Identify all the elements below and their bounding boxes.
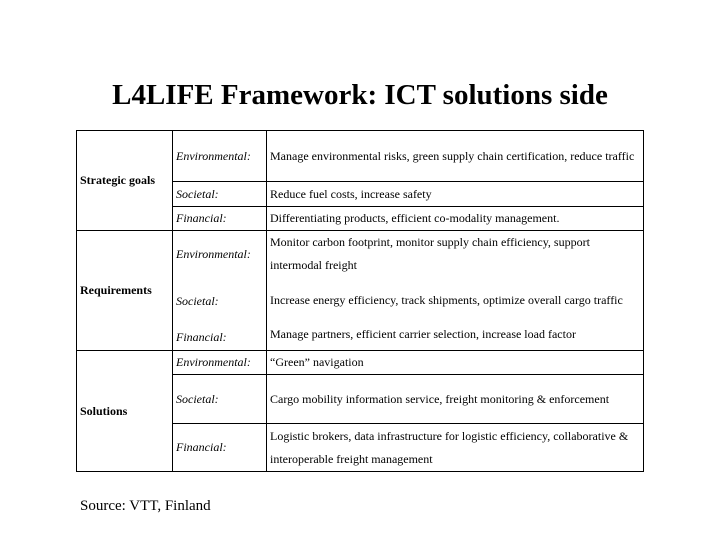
type-cell-financial: Financial:	[173, 207, 267, 231]
text-cell: Reduce fuel costs, increase safety	[267, 182, 644, 207]
type-cell-societal: Societal:	[173, 182, 267, 207]
text-cell: Differentiating products, efficient co-modality management.	[267, 207, 644, 231]
type-cell-societal: Societal:	[173, 375, 267, 424]
table-row	[77, 231, 644, 351]
text-cell: Logistic brokers, data infrastructure for logistic efficiency, collaborative & interoperable freight management	[267, 424, 644, 472]
table-row	[77, 351, 644, 375]
category-requirements: Requirements	[77, 231, 173, 351]
text-cell: Increase energy efficiency, track shipments, optimize overall cargo traffic	[270, 292, 623, 307]
type-cell-environmental: Environmental:	[173, 131, 267, 182]
framework-table	[76, 130, 644, 472]
text-cell: “Green” navigation	[267, 351, 644, 375]
type-cell-financial: Financial:	[173, 424, 267, 472]
source-note: Source: VTT, Finland	[80, 498, 211, 514]
slide-title: L4LIFE Framework: ICT solutions side	[112, 79, 608, 111]
table-row	[77, 131, 644, 182]
text-cell: Manage partners, efficient carrier selection, increase load factor	[270, 327, 576, 341]
category-solutions: Solutions	[77, 351, 173, 472]
type-cell-financial: Financial:	[176, 330, 227, 344]
category-strategic-goals: Strategic goals	[77, 131, 173, 231]
type-cell-environmental: Environmental:	[176, 246, 251, 261]
requirements-types	[173, 231, 267, 351]
text-cell: Manage environmental risks, green supply chain certification, reduce traffic	[267, 131, 644, 182]
text-cell: Monitor carbon footprint, monitor supply chain efficiency, support intermodal freight	[270, 235, 590, 272]
type-cell-societal: Societal:	[176, 294, 219, 308]
text-cell: Cargo mobility information service, freight monitoring & enforcement	[267, 375, 644, 424]
requirements-texts	[267, 231, 644, 351]
type-cell-environmental: Environmental:	[173, 351, 267, 375]
